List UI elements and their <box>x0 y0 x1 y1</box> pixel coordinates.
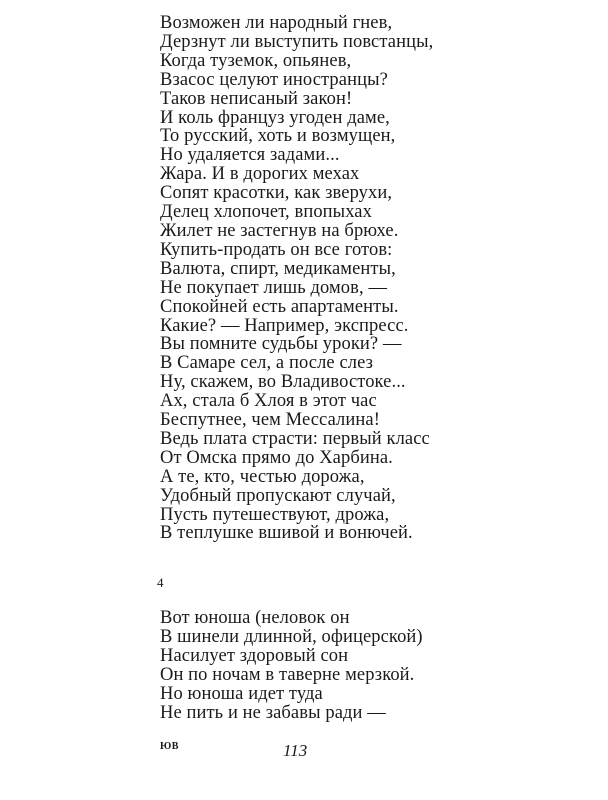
poem-line: Удобный пропускают случай, <box>160 485 396 506</box>
poem-line: Какие? — Например, экспресс. <box>160 315 409 336</box>
poem-line: Беспутнее, чем Мессалина! <box>160 410 380 431</box>
section-number: 4 <box>157 575 164 590</box>
poem-line: Ах, стала б Хлоя в этот час <box>160 391 377 412</box>
poem-stanza-1 <box>160 14 433 543</box>
poem-line: Ну, скажем, во Владивостоке... <box>160 372 406 393</box>
poem-line: Вот юноша (неловок он <box>160 608 350 628</box>
poem-line: Но удаляется задами... <box>160 145 340 166</box>
poem-line: Взасос целуют иностранцы? <box>160 69 388 90</box>
poem-line: От Омска прямо до Харбина. <box>160 447 393 468</box>
poem-line: Не покупает лишь домов, — <box>160 277 388 298</box>
poem-line: А те, кто, честью дорожа, <box>160 466 365 487</box>
poem-line: Таков неписаный закон! <box>160 88 353 109</box>
poem-line: Дерзнут ли выступить повстанцы, <box>160 31 434 52</box>
poem-line: Насилует здоровый сон <box>160 645 349 666</box>
poem-line: Делец хлопочет, впопыхах <box>160 202 372 223</box>
poem-line: Вы помните судьбы уроки? — <box>160 334 402 355</box>
poem-line: Возможен ли народный гнев, <box>160 13 393 33</box>
poem-line: В шинели длинной, офицерской) <box>160 626 423 647</box>
poem-line: Не пить и не забавы ради — <box>160 702 386 723</box>
poem-line: В Самаре сел, а после слез <box>160 353 374 374</box>
poem-line: И коль француз угоден даме, <box>160 107 390 128</box>
poem-stanza-2 <box>160 609 423 722</box>
poem-line: Он по ночам в таверне мерзкой. <box>160 664 415 685</box>
poem-line: В теплушке вшивой и вонючей. <box>160 523 413 544</box>
poem-line: Пусть путешествуют, дрожа, <box>160 504 390 525</box>
page-number: 113 <box>283 741 308 760</box>
poem-line: Сопят красотки, как зверухи, <box>160 183 393 204</box>
poem-line: Когда туземок, опьянев, <box>160 50 352 71</box>
poem-line: Валюта, спирт, медикаменты, <box>160 258 396 279</box>
poem-line: Купить-продать он все готов: <box>160 239 393 260</box>
poem-line: Ведь плата страсти: первый класс <box>160 428 430 449</box>
poem-line: Жара. И в дорогих мехах <box>160 164 360 185</box>
poem-line: Жилет не застегнув на брюхе. <box>160 220 399 241</box>
poem-line: Спокойней есть апартаменты. <box>160 296 399 317</box>
footer-signature-code: ЮВ <box>160 741 179 752</box>
poem-line: Но юноша идет туда <box>160 683 323 704</box>
poem-line: То русский, хоть и возмущен, <box>160 126 396 147</box>
